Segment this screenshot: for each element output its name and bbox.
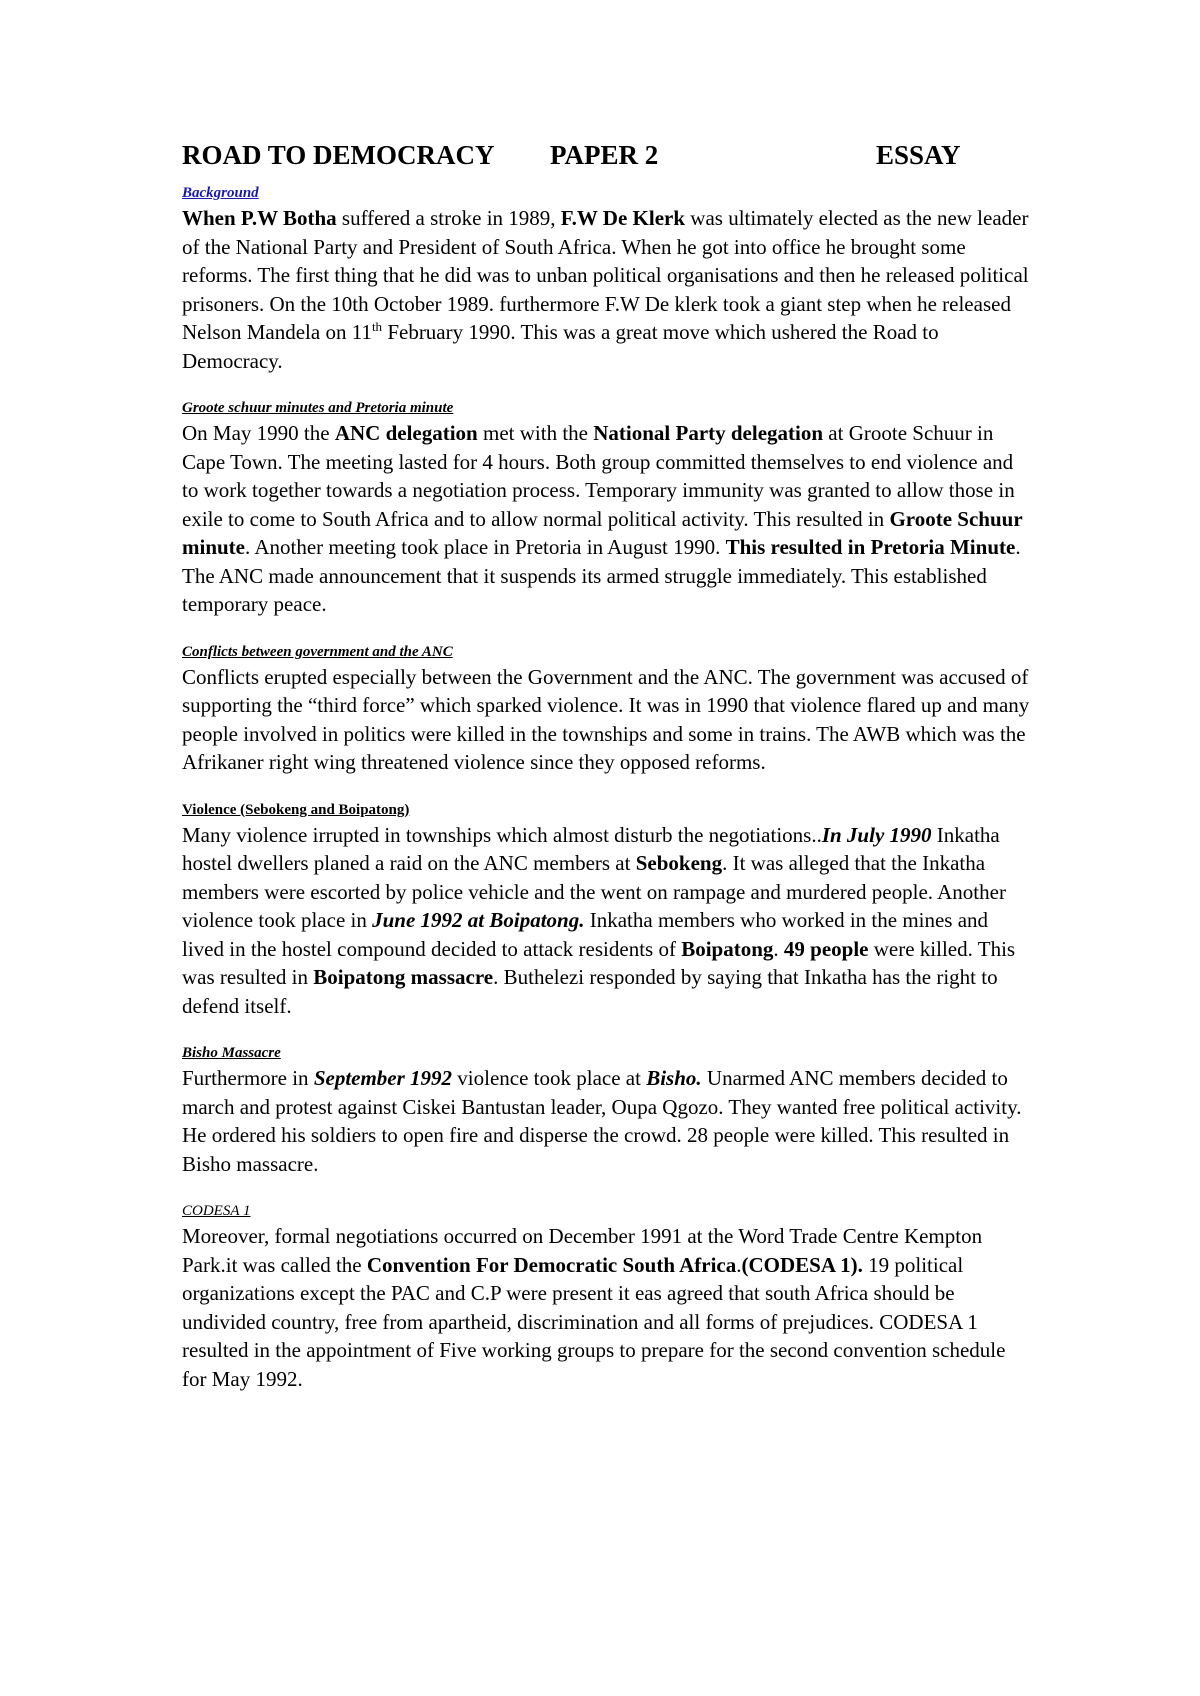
- text: were killed. This was resulted in: [182, 936, 1016, 989]
- paragraph-conflicts: Conflicts erupted especially between the Government and the ANC. The government was accused of supporting the “third force” which sparked violence. It was in 1990 that violence flared up and many people involved in politics were killed in the townships and some in trains. The AWB which was the Afrikaner right wing threatened violence since they opposed reforms.: [182, 664, 1030, 774]
- text-bold: Convention For Democratic South Africa: [366, 1252, 737, 1277]
- text-bold: 49 people: [783, 936, 869, 961]
- paragraph-bisho: [182, 1064, 1032, 1178]
- title-main: ROAD TO DEMOCRACY: [182, 140, 495, 170]
- heading-groote-schuur: Groote schuur minutes and Pretoria minute: [182, 400, 454, 416]
- title-paper: PAPER 2: [550, 140, 659, 170]
- text-bold: Boipatong: [681, 936, 774, 961]
- heading-background: Background: [182, 185, 259, 201]
- text-bold: Boipatong massacre: [313, 965, 494, 989]
- text-bold-italic: In July 1990: [821, 822, 932, 847]
- paragraph-background: [182, 204, 1032, 375]
- paragraph-groote-schuur: [182, 419, 1032, 619]
- text: Moreover, formal negotiations occurred on December 1991 at the Word Trade Centre Kempton Park.it was called the: [182, 1224, 983, 1277]
- text-bold: (CODESA 1).: [741, 1252, 863, 1277]
- paragraph-codesa: [182, 1222, 1032, 1393]
- text: . Another meeting took place in Pretoria in August 1990.: [245, 535, 726, 559]
- text: 19 political organizations except the PAC and C.P were present it eas agreed that south Africa should be undivided country, free from apartheid, discrimination and all forms of prejudices. CODESA 1 resulted in the appointment of Five working groups to prepare for the second convention schedule for May 1992.: [182, 1252, 1006, 1391]
- paragraph-violence: [182, 821, 1032, 1021]
- text: .: [773, 936, 784, 961]
- text: was ultimately elected as the new leader of the National Party and President of South Africa. When he got into office he brought some reforms. The first thing that he did was to unban political organisations and then he released political prisoners. On the 10th October 1989. furthermore F.W De klerk took a giant step when he released Nelson Mandela on 11: [182, 206, 1029, 344]
- text: violence took place at: [452, 1066, 647, 1090]
- text: suffered a stroke in 1989,: [336, 206, 561, 230]
- text: . The ANC made announcement that it suspends its armed struggle immediately. This established temporary peace.: [182, 535, 1021, 616]
- heading-conflicts: Conflicts between government and the ANC: [182, 643, 453, 660]
- superscript: th: [371, 319, 383, 334]
- text-bold: This resulted in Pretoria Minute: [725, 535, 1016, 559]
- text: . Buthelezi responded by saying that Inkatha has the right to defend itself.: [182, 965, 998, 1018]
- text-bold: ANC delegation: [334, 421, 478, 445]
- text: Inkatha members who worked in the mines and lived in the hostel compound decided to attack residents of: [182, 908, 989, 961]
- text: February 1990. This was a great move which ushered the Road to Democracy.: [182, 320, 939, 373]
- text: .: [736, 1252, 742, 1277]
- text-bold: Groote Schuur minute: [182, 506, 1023, 559]
- text: Many violence irrupted in townships which almost disturb the negotiations..: [182, 822, 822, 847]
- text-bold: F.W De Klerk: [560, 206, 686, 230]
- text-bold-italic: September 1992: [313, 1066, 453, 1090]
- text-bold: When P.W Botha: [182, 206, 337, 230]
- document-page: [182, 140, 1032, 1393]
- text: at Groote Schuur in Cape Town. The meeting lasted for 4 hours. Both group committed themselves to end violence and to work together towards a negotiation process. Temporary immunity was granted to allow those in exile to come to South Africa and to allow normal political activity. This resulted in: [182, 421, 1015, 531]
- heading-bisho: Bisho Massacre: [182, 1045, 281, 1061]
- text: On May 1990 the: [182, 421, 335, 445]
- text: Unarmed ANC members decided to march and protest against Ciskei Bantustan leader, Oupa Qgozo. They wanted free political activity. He ordered his soldiers to open fire and disperse the crowd. 28 people were killed. This resulted in Bisho massacre.: [182, 1066, 1022, 1176]
- text: Inkatha hostel dwellers planed a raid on the ANC members at: [182, 822, 1000, 875]
- heading-codesa: CODESA 1: [182, 1203, 251, 1219]
- heading-violence: Violence (Sebokeng and Boipatong): [182, 801, 410, 818]
- text-bold: National Party delegation: [593, 421, 824, 445]
- text-bold: Sebokeng: [635, 851, 723, 875]
- text-bold-italic: June 1992 at Boipatong.: [372, 908, 585, 932]
- text: met with the: [477, 421, 594, 445]
- text-bold-italic: Bisho.: [646, 1066, 702, 1090]
- text: Furthermore in: [182, 1066, 314, 1090]
- title-type: ESSAY: [876, 140, 961, 170]
- document-title: [182, 140, 1032, 180]
- text: . It was alleged that the Inkatha members were escorted by police vehicle and the went on rampage and murdered people. Another violence took place in: [182, 851, 1006, 932]
